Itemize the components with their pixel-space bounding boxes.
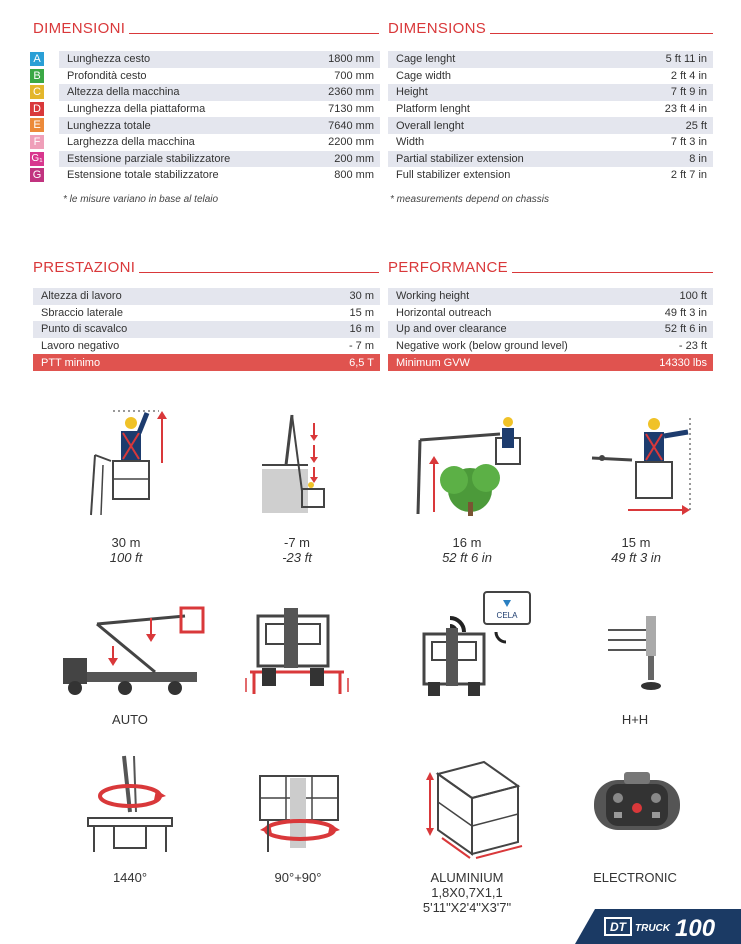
caption-imperial: 52 ft 6 in — [442, 550, 492, 565]
row-label: Minimum GVW — [396, 356, 470, 369]
performance-table-it — [33, 288, 380, 371]
row-label: Lunghezza della piattaforma — [67, 103, 206, 116]
title-rule — [490, 33, 713, 34]
footnote-en: * measurements depend on chassis — [390, 194, 549, 205]
row-value: - 23 ft — [678, 340, 707, 353]
section-title-prestazioni — [33, 259, 379, 276]
row-label: Width — [396, 136, 425, 149]
letter-badge: F — [30, 135, 44, 149]
electronic-caption: ELECTRONIC — [593, 870, 677, 885]
table-row — [33, 321, 380, 338]
table-row — [33, 134, 380, 151]
row-value: 25 ft — [685, 119, 707, 132]
table-row-highlight — [388, 354, 713, 371]
working-height-icon — [85, 405, 175, 517]
row-value: 7 ft 9 in — [670, 86, 707, 99]
row-label: Altezza di lavoro — [41, 290, 122, 303]
title-text: DIMENSIONI — [33, 20, 126, 37]
dt-truck-100-logo — [575, 909, 741, 944]
row-label: Working height — [396, 290, 470, 303]
dimensions-table-en — [388, 51, 713, 184]
row-value: 7130 mm — [328, 103, 374, 116]
working-height-caption — [46, 535, 206, 565]
table-row — [388, 68, 713, 85]
negative-work-icon — [256, 405, 346, 517]
row-label: Altezza della macchina — [67, 86, 180, 99]
row-label: Lunghezza cesto — [67, 53, 151, 66]
letter-badge: G — [30, 168, 44, 182]
row-label: Profondità cesto — [67, 69, 147, 82]
row-label: Horizontal outreach — [396, 306, 492, 319]
row-label: Height — [396, 86, 428, 99]
row-label: Lunghezza totale — [67, 119, 151, 132]
row-value: 14330 lbs — [659, 356, 707, 369]
caption-metric: 30 m — [111, 535, 141, 550]
table-row — [33, 68, 380, 85]
row-value: 800 mm — [334, 169, 374, 182]
row-value: 1800 mm — [328, 53, 374, 66]
letter-badge: E — [30, 118, 44, 132]
outreach-icon — [588, 410, 698, 518]
table-row — [33, 51, 380, 68]
row-value: 700 mm — [334, 69, 374, 82]
row-label: Platform lenght — [396, 103, 470, 116]
dimensions-table-it — [31, 51, 380, 184]
cage-rotation-icon — [256, 772, 352, 858]
logo-dt-text: DT — [610, 920, 626, 934]
row-label: Punto di scavalco — [41, 323, 128, 336]
row-value: 100 ft — [679, 290, 707, 303]
row-value: 5 ft 11 in — [665, 53, 707, 66]
caption-metric: 1,8X0,7X1,1 — [431, 885, 503, 900]
row-value: 52 ft 6 in — [664, 323, 707, 336]
caption-metric: -7 m — [284, 535, 310, 550]
caption-imperial: 100 ft — [109, 550, 143, 565]
up-and-over-icon — [410, 410, 525, 520]
aluminium-caption — [387, 870, 547, 915]
row-value: 23 ft 4 in — [664, 103, 707, 116]
table-row — [388, 321, 713, 338]
outreach-caption — [556, 535, 716, 565]
caption-imperial: 49 ft 3 in — [611, 550, 661, 565]
row-value: 7 ft 3 in — [670, 136, 707, 149]
row-label: Lavoro negativo — [41, 340, 120, 353]
row-label: Overall lenght — [396, 119, 464, 132]
cela-brand-text: CELA — [496, 611, 518, 620]
table-row — [388, 288, 713, 305]
table-row — [388, 338, 713, 355]
title-rule — [139, 272, 379, 273]
row-label: Estensione parziale stabilizzatore — [67, 152, 231, 165]
title-text: DIMENSIONS — [388, 20, 487, 37]
up-and-over-caption — [387, 535, 547, 565]
title-text: PERFORMANCE — [388, 259, 508, 276]
table-row-highlight — [33, 354, 380, 371]
title-text: PRESTAZIONI — [33, 259, 136, 276]
row-value: 200 mm — [334, 152, 374, 165]
row-label: Estensione totale stabilizzatore — [67, 169, 219, 182]
table-row — [388, 305, 713, 322]
auto-caption: AUTO — [112, 712, 148, 727]
letter-badge: D — [30, 102, 44, 116]
title-rule — [512, 272, 713, 273]
row-value: 2 ft 7 in — [670, 169, 707, 182]
row-value: 15 m — [349, 306, 374, 319]
aluminium-basket-icon — [422, 758, 528, 862]
row-label: Up and over clearance — [396, 323, 507, 336]
row-label: Cage width — [396, 69, 452, 82]
row-label: Partial stabilizer extension — [396, 152, 524, 165]
caption-metric: 15 m — [621, 535, 651, 550]
row-label: PTT minimo — [41, 356, 101, 369]
caption-metric: 16 m — [452, 535, 482, 550]
stabilizer-rear-icon — [244, 602, 354, 700]
row-value: 2 ft 4 in — [670, 69, 707, 82]
row-label: Negative work (below ground level) — [396, 340, 568, 353]
hh-caption: H+H — [621, 712, 649, 727]
row-label: Sbraccio laterale — [41, 306, 123, 319]
logo-truck-text: TRUCK — [635, 923, 670, 934]
letter-badge: B — [30, 69, 44, 83]
table-row — [33, 288, 380, 305]
table-row — [31, 151, 380, 168]
turret-rotation-icon — [84, 752, 176, 860]
logo-number-text: 100 — [675, 915, 716, 942]
table-row — [33, 101, 380, 118]
row-label: Full stabilizer extension — [396, 169, 511, 182]
row-value: 30 m — [349, 290, 374, 303]
caption-imperial: -23 ft — [282, 550, 312, 565]
hh-stabilizer-icon — [606, 612, 666, 694]
section-title-dimensioni — [33, 20, 379, 37]
turret-rotation-caption: 1440° — [112, 870, 148, 885]
letter-badge: G₁ — [31, 152, 43, 164]
table-row — [388, 117, 713, 134]
table-row — [388, 51, 713, 68]
letter-badge: A — [30, 52, 44, 66]
table-row — [388, 101, 713, 118]
table-row — [33, 117, 380, 134]
row-value: 8 in — [689, 152, 707, 165]
performance-table-en — [388, 288, 713, 371]
table-row — [33, 338, 380, 355]
row-value: 6,5 T — [349, 356, 374, 369]
table-row — [388, 167, 713, 184]
letter-badge: C — [30, 85, 44, 99]
remote-diagnostics-icon — [410, 590, 535, 700]
negative-work-caption — [217, 535, 377, 565]
row-label: Larghezza della macchina — [67, 136, 195, 149]
table-row — [33, 84, 380, 101]
row-label: Cage lenght — [396, 53, 456, 66]
footnote-it: * le misure variano in base al telaio — [63, 194, 219, 205]
row-value: 16 m — [349, 323, 374, 336]
row-value: 49 ft 3 in — [664, 306, 707, 319]
section-title-dimensions — [388, 20, 713, 37]
row-value: 7640 mm — [328, 119, 374, 132]
electronic-controller-icon — [592, 770, 682, 834]
table-row — [388, 134, 713, 151]
table-row — [388, 151, 713, 168]
table-row — [32, 167, 380, 184]
table-row — [388, 84, 713, 101]
row-value: - 7 m — [348, 340, 374, 353]
auto-stabilizer-icon — [55, 602, 215, 700]
title-rule — [129, 33, 379, 34]
caption-imperial: 5'11"X2'4"X3'7" — [422, 900, 512, 915]
cage-rotation-caption: 90°+90° — [274, 870, 322, 885]
row-value: 2360 mm — [328, 86, 374, 99]
section-title-performance — [388, 259, 713, 276]
caption-material: ALUMINIUM — [430, 870, 504, 885]
table-row — [33, 305, 380, 322]
row-value: 2200 mm — [328, 136, 374, 149]
